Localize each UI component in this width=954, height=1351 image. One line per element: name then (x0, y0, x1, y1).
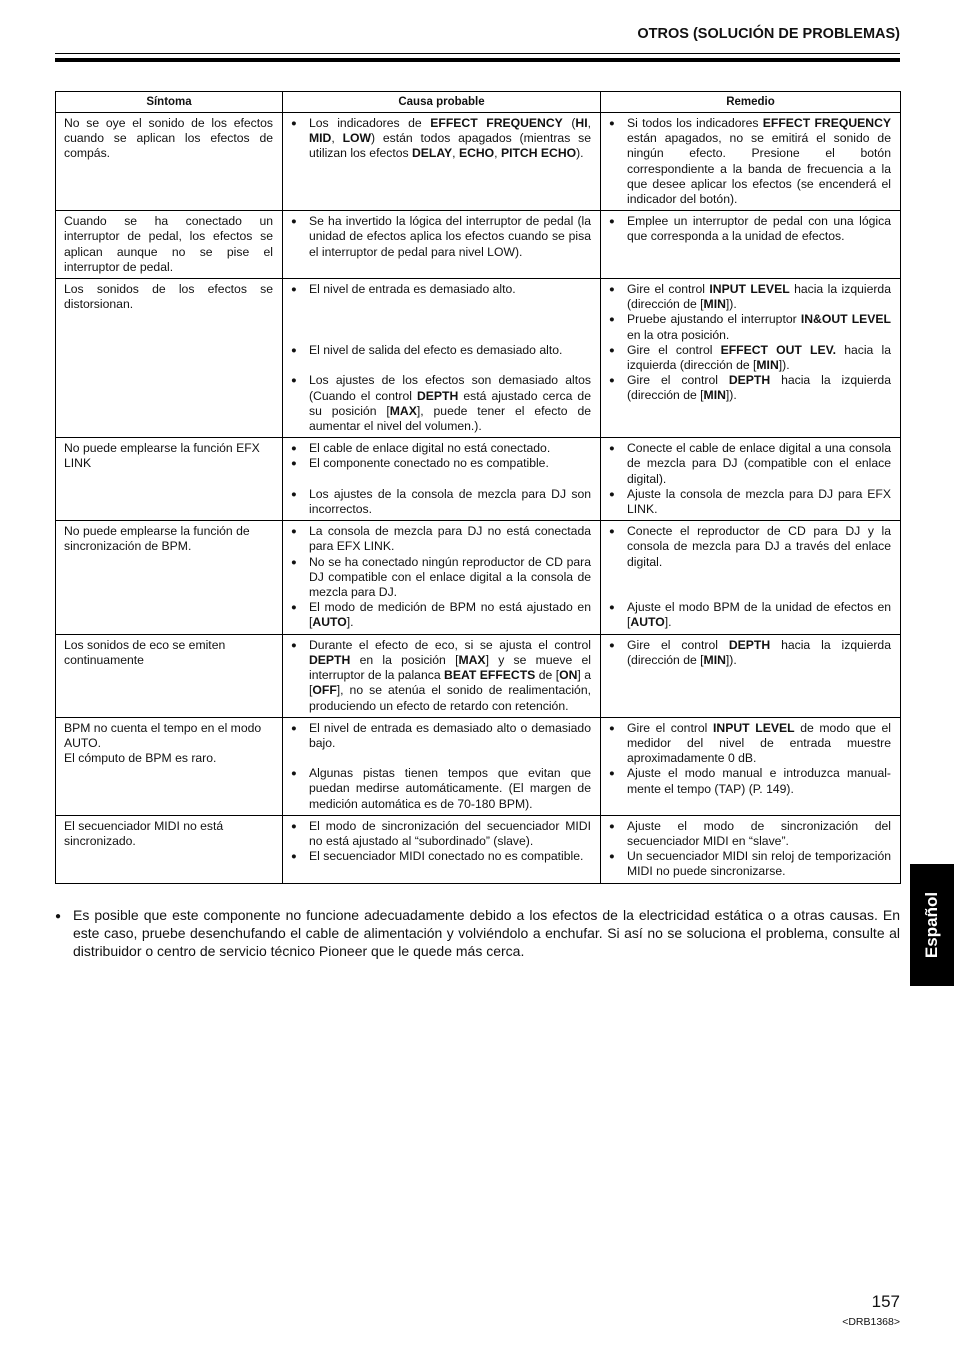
cause-item: ● El modo de sincronización del secuenciador MIDI no está ajustado al “subordinado” (slave). (291, 819, 591, 849)
cause-item: ● El modo de medición de BPM no está ajustado en [AUTO]. (291, 600, 591, 630)
section-title: OTROS (SOLUCIÓN DE PROBLEMAS) (637, 26, 900, 42)
cause-item: ● El secuenciador MIDI conectado no es compatible. (291, 849, 591, 864)
remedy-item: ● Ajuste el modo BPM de la unidad de efectos en [AUTO]. (609, 600, 891, 630)
symptom-line: BPM no cuenta el tempo en el modo AUTO. (64, 720, 262, 750)
troubleshooting-table (55, 91, 901, 884)
table-row (56, 815, 901, 883)
cause-cell (283, 211, 601, 279)
symptom-cell: Cuando se ha conectado un interruptor de pedal, los efectos se aplican aunque no se pise el interruptor de pedal. (56, 211, 283, 279)
remedy-item: ● Emplee un interruptor de pedal con una lógica que corresponda a la unidad de efectos. (609, 214, 891, 244)
table-row (56, 521, 901, 634)
cause-cell (283, 279, 601, 438)
cause-item: ● El cable de enlace digital no está conectado. (291, 441, 591, 456)
remedy-item: ● Ajuste el modo de sincronización del secuenciador MIDI en “slave”. (609, 819, 891, 849)
symptom-cell: El secuenciador MIDI no está sincronizado. (56, 815, 283, 883)
col-header-remedy: Remedio (601, 92, 901, 113)
remedy-cell (601, 113, 901, 211)
symptom-cell: Los sonidos de eco se emiten continuamente (56, 634, 283, 717)
cause-cell (283, 438, 601, 521)
cause-item: ● Se ha invertido la lógica del interruptor de pedal (la unidad de efectos aplica los efectos cuando se pisa el interruptor de pedal para nivel LOW). (291, 214, 591, 260)
cause-cell (283, 815, 601, 883)
static-electricity-note: ● Es posible que este componente no funcione adecuadamente debido a los efectos de la electricidad estática o a otras causas. En este caso, pruebe desenchufando el cable de alimentación y volviéndolo a enchufar. Si así no se soluciona el problema, consulte al distribuidor o centro de servicio técnico Pioneer que le quede más cerca. (55, 906, 900, 960)
table-row (56, 211, 901, 279)
cause-item: ● Los ajustes de la consola de mezcla para DJ son incorrectos. (291, 487, 591, 517)
remedy-item: ● Gire el control INPUT LEVEL de modo que el medidor del nivel de entrada muestre aproximadamente 0 dB. (609, 721, 891, 767)
symptom-cell: No puede emplearse la función de sincronización de BPM. (56, 521, 283, 634)
header-rule-thin (55, 53, 900, 54)
cause-item: ● El nivel de entrada es demasiado alto. (291, 282, 591, 297)
remedy-item: ● Gire el control INPUT LEVEL hacia la izquierda (dirección de [MIN]). (609, 282, 891, 312)
remedy-item: ● Conecte el cable de enlace digital a una consola de mezcla para DJ (compatible con el enlace digital). (609, 441, 891, 487)
symptom-line: El cómputo de BPM es raro. (64, 751, 217, 766)
cause-cell (283, 521, 601, 634)
table-row (56, 279, 901, 438)
page-number: 157 (871, 1292, 900, 1311)
remedy-item: ● Si todos los indicadores EFFECT FREQUENCY están apagados, no se emitirá el sonido de ningún efecto. Presione el botón correspondiente a la banda de frecuencia a la que desee aplicar los efectos (se encenderá el indicador del botón). (609, 116, 891, 207)
cause-item: ● Algunas pistas tienen tempos que evitan que puedan medirse automáticamente. (El margen de medición automática es de 70-180 BPM). (291, 766, 591, 812)
remedy-item: ● Conecte el reproductor de CD para DJ y la consola de mezcla para DJ a través del enlace digital. (609, 524, 891, 570)
language-tab (910, 864, 954, 986)
cause-cell (283, 634, 601, 717)
cause-item: ● El componente conectado no es compatible. (291, 456, 591, 471)
remedy-item: ● Pruebe ajustando el interruptor IN&OUT LEVEL en la otra posición. (609, 312, 891, 342)
col-header-cause: Causa probable (283, 92, 601, 113)
cause-item: ● El nivel de salida del efecto es demasiado alto. (291, 343, 591, 358)
remedy-item: ● Ajuste el modo manual e introduzca manual-mente el tempo (TAP) (P. 149). (609, 766, 891, 796)
cause-item: ● El nivel de entrada es demasiado alto o demasiado bajo. (291, 721, 591, 751)
table-row (56, 634, 901, 717)
table-row (56, 717, 901, 815)
remedy-item: ● Un secuenciador MIDI sin reloj de temporización MIDI no puede sincronizarse. (609, 849, 891, 879)
cause-item: ● No se ha conectado ningún reproductor de CD para DJ compatible con el enlace digital a la consola de mezcla para DJ. (291, 555, 591, 601)
document-code: <DRB1368> (842, 1316, 900, 1328)
language-tab-label: Español (922, 891, 941, 959)
remedy-cell (601, 438, 901, 521)
remedy-item: ● Gire el control EFFECT OUT LEV. hacia la izquierda (dirección de [MIN]). (609, 343, 891, 373)
cause-item: ● La consola de mezcla para DJ no está conectada para EFX LINK. (291, 524, 591, 554)
symptom-cell: No se oye el sonido de los efectos cuando se aplican los efectos de compás. (56, 113, 283, 211)
col-header-symptom: Síntoma (56, 92, 283, 113)
table-row (56, 113, 901, 211)
cause-item: ● Los indicadores de EFFECT FREQUENCY (HI, MID, LOW) están todos apagados (mientras se utilizan los efectos DELAY, ECHO, PITCH ECHO). (291, 116, 591, 162)
remedy-item: ● Gire el control DEPTH hacia la izquierda (dirección de [MIN]). (609, 373, 891, 403)
cause-cell (283, 717, 601, 815)
remedy-item: ● Gire el control DEPTH hacia la izquierda (dirección de [MIN]). (609, 638, 891, 668)
cause-item: ● Los ajustes de los efectos son demasiado altos (Cuando el control DEPTH está ajustado cerca de su posición [MAX], puede tener el efecto de aumentar el nivel del volumen.). (291, 373, 591, 434)
remedy-cell (601, 717, 901, 815)
symptom-cell (56, 717, 283, 815)
symptom-cell: No puede emplearse la función EFX LINK (56, 438, 283, 521)
header-rule-thick (55, 58, 900, 62)
cause-item: ● Durante el efecto de eco, si se ajusta el control DEPTH en la posición [MAX] y se mueve el interruptor de la palanca BEAT EFFECTS de [ON] a [OFF], no se atenúa el sonido de realimentación, produciendo un efecto de retardo con retención. (291, 638, 591, 714)
symptom-cell: Los sonidos de los efectos se distorsionan. (56, 279, 283, 438)
table-header-row (56, 92, 901, 113)
remedy-cell (601, 521, 901, 634)
remedy-cell (601, 815, 901, 883)
cause-cell (283, 113, 601, 211)
remedy-item: ● Ajuste la consola de mezcla para DJ para EFX LINK. (609, 487, 891, 517)
table-row (56, 438, 901, 521)
remedy-cell (601, 634, 901, 717)
remedy-cell (601, 211, 901, 279)
remedy-cell (601, 279, 901, 438)
